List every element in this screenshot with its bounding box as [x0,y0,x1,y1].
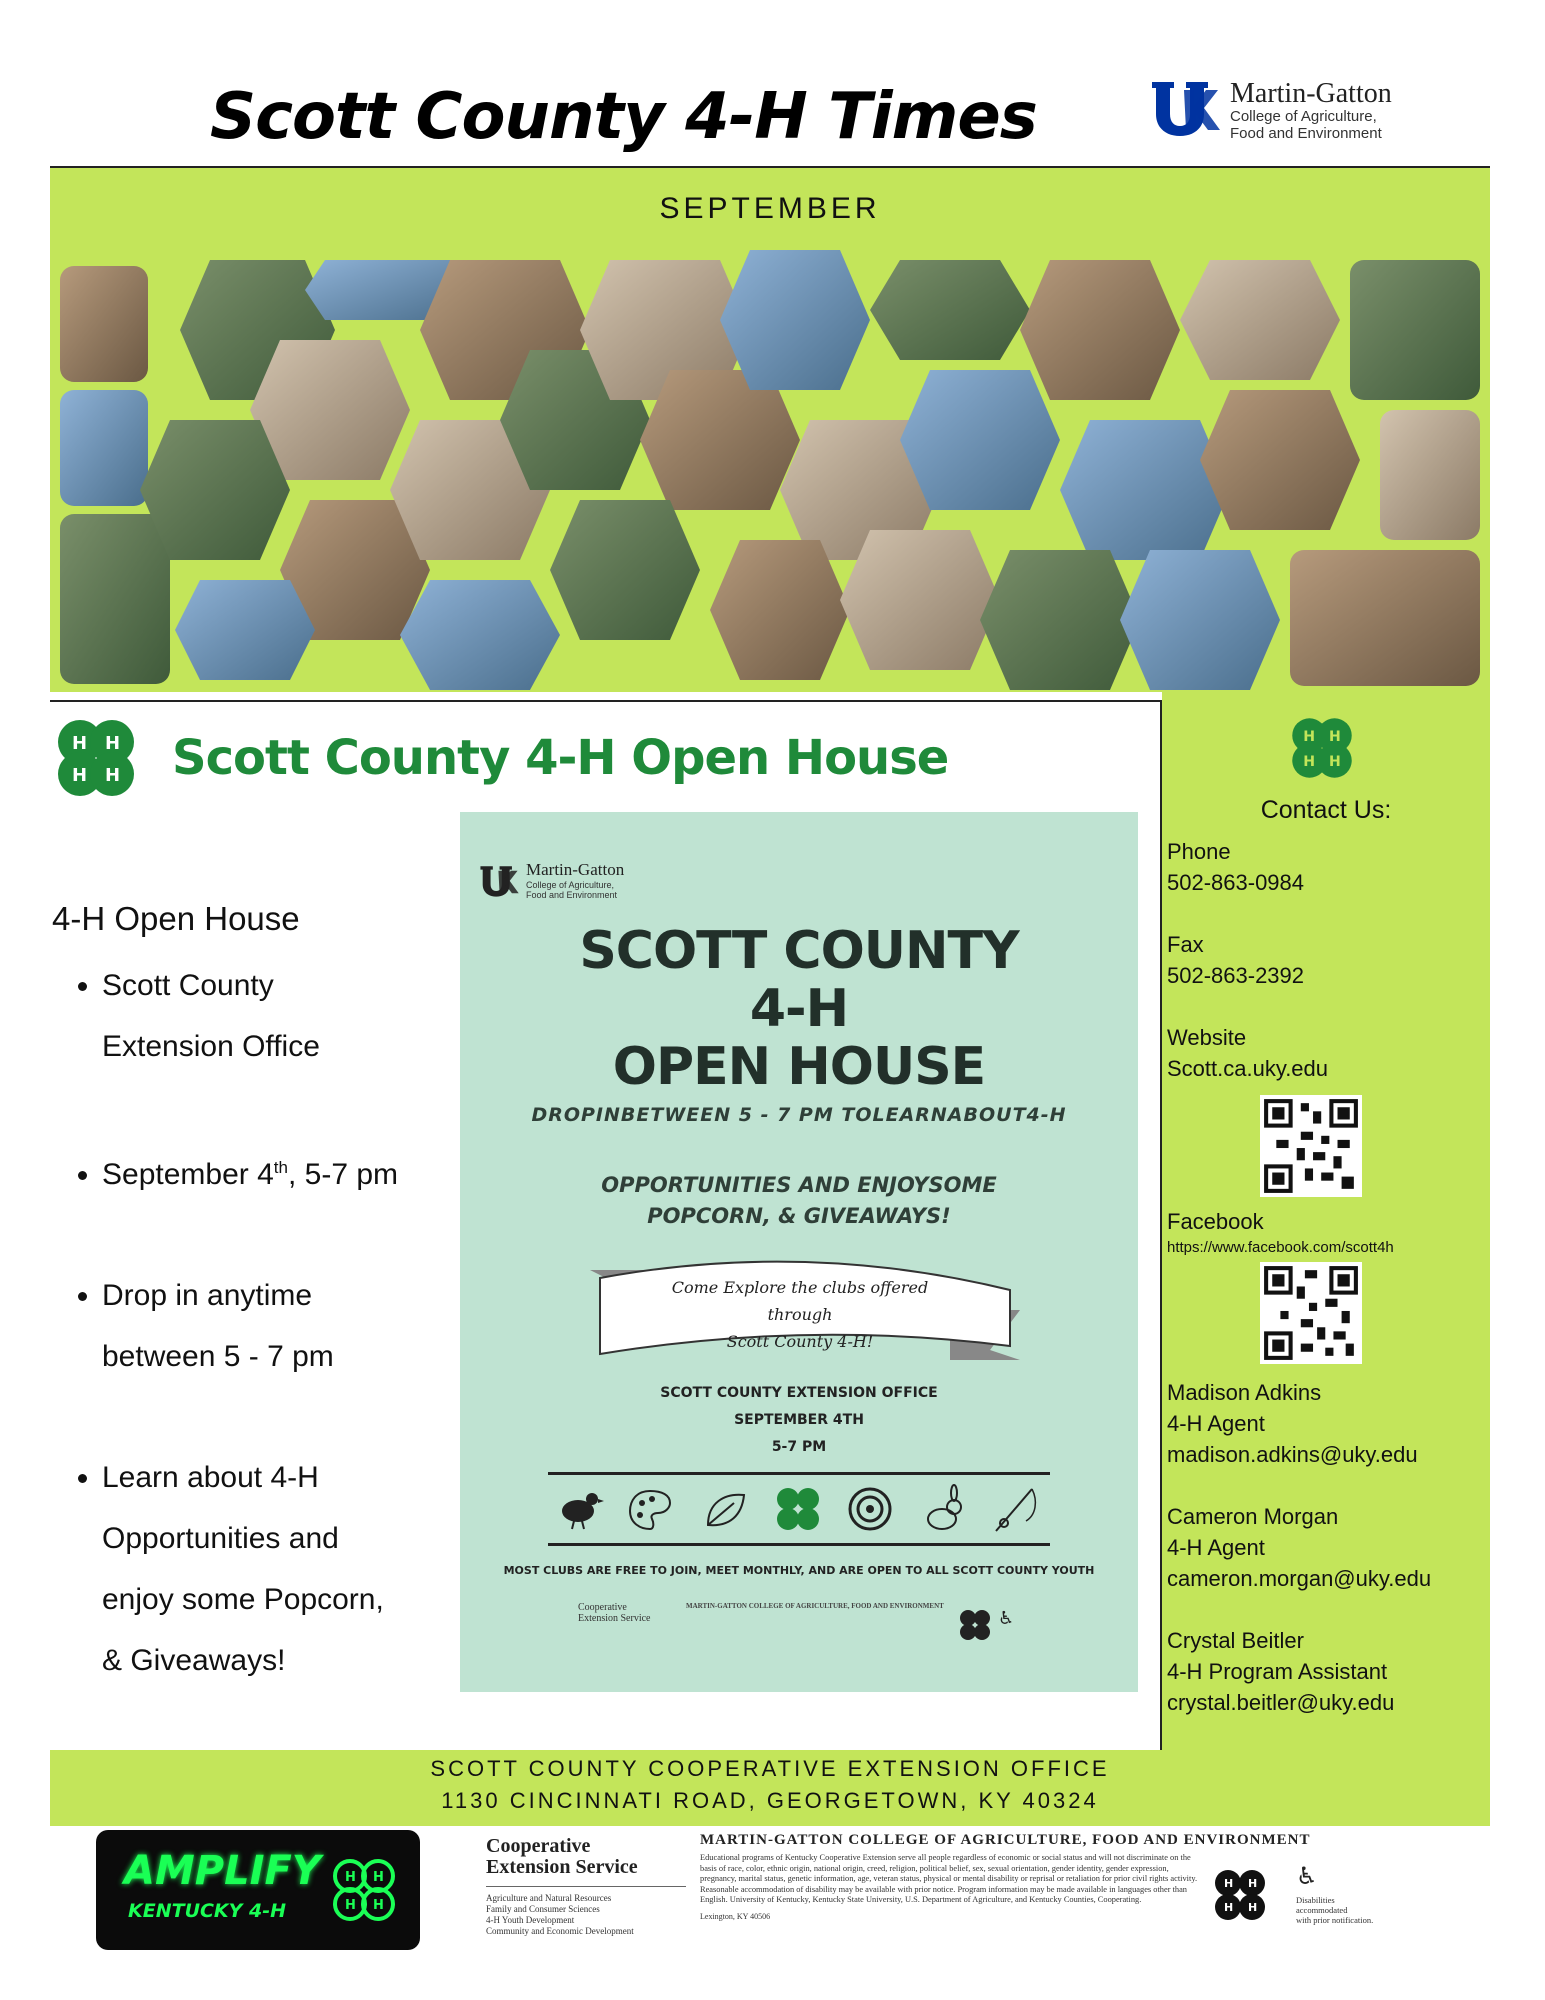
chicken-icon [562,1493,604,1529]
mg-nondiscrimination-text: Educational programs of Kentucky Cooperative Extension serve all people regardless of economic or social status and will not discriminate on the basis of race, color, ethnic origin, national origin, creed, religion, political belief, sex, sexual orientation, gender identity, gender expression, pregnancy, marital status, genetic information, age, veteran status, physical or mental disability or reprisal or retaliation for prior civil rights activity. Reasonable accommodation of disability may be available with prior notice. Program information may be made available in languages other than English. University of Kentucky, Kentucky State University, U.S. Department of Agriculture, and Kentucky Counties, Cooperating. [700,1853,1198,1905]
fax-number: 502-863-2392 [1167,963,1305,988]
ces-program: Agriculture and Natural Resources [486,1893,612,1903]
facebook-link[interactable]: https://www.facebook.com/scott4h [1167,1239,1394,1256]
uk-logo-subtitle-line1: College of Agriculture, [1230,108,1377,125]
photo-collage [50,250,1490,692]
banner-text [650,1274,950,1355]
flyer-date-line: SEPTEMBER 4TH [734,1412,864,1428]
svg-text:H: H [1329,754,1341,770]
ces-title-line1: Cooperative [486,1835,591,1857]
flyer-ces-title2: Extension Service [578,1613,651,1624]
amplify-subtext: KENTUCKY 4-H [128,1900,287,1922]
svg-text:H: H [72,765,88,786]
svg-text:H: H [1248,1877,1258,1890]
svg-text:H: H [72,733,88,754]
flyer-subtitle: DROPINBETWEEN 5 - 7 PM TOLEARNABOUT4-H [531,1104,1067,1126]
detail-location-line1: Scott County [102,969,274,1002]
staff-role: 4-H Program Assistant [1167,1659,1388,1684]
detail-drop-in-line2: between 5 - 7 pm [102,1340,334,1373]
facebook-qr-code[interactable] [1260,1262,1362,1364]
open-house-heading: 4-H Open House [52,900,300,937]
svg-text:H: H [1248,1901,1258,1914]
amplify-kentucky-4h-logo [96,1830,420,1950]
flyer-uk-monogram-icon [478,864,520,900]
flyer-mg-text [686,1602,946,1646]
flyer-footer-logos [578,1602,1038,1662]
target-icon [850,1489,890,1529]
contact-title: Contact Us: [1260,796,1392,824]
uk-logo-name: Martin-Gatton [1230,78,1392,109]
staff-email[interactable]: crystal.beitler@uky.edu [1167,1690,1395,1715]
facebook-label: Facebook [1167,1209,1264,1234]
svg-text:H: H [1303,728,1316,745]
svg-text:H: H [1224,1901,1234,1914]
detail-drop-in-line1: Drop in anytime [102,1279,313,1312]
ces-program: 4-H Youth Development [486,1915,575,1925]
website-label: Website [1167,1025,1247,1050]
club-icons-row [548,1472,1050,1546]
flyer-ces-title1: Cooperative [578,1602,627,1613]
office-address-band [50,1750,1490,1826]
contact-fax [1167,929,1304,991]
fax-label: Fax [1167,932,1204,957]
ces-program: Community and Economic Development [486,1926,634,1936]
staff-role: 4-H Agent [1167,1411,1265,1436]
neon-clover-icon [328,1854,400,1926]
office-name: SCOTT COUNTY COOPERATIVE EXTENSION OFFICE [430,1756,1110,1781]
rabbit-icon [928,1485,961,1529]
flyer-logo-sub2: Food and Environment [526,890,618,900]
newsletter-title: Scott County 4-H Times [210,80,1037,154]
detail-learn-line3: enjoy some Popcorn, [102,1583,384,1616]
ces-program-list [486,1886,686,1937]
contact-4h-clover-icon [1286,712,1358,784]
clover-icon [777,1488,819,1530]
staff-name: Cameron Morgan [1167,1504,1339,1529]
website-qr-code[interactable] [1260,1095,1362,1197]
detail-drop-in [102,1265,522,1387]
flyer-uk-logo [478,860,708,904]
svg-text:H: H [1329,728,1341,745]
leaf-icon [708,1495,744,1525]
detail-learn [102,1447,522,1691]
flyer-logo-name: Martin-Gatton [526,860,625,879]
mg-location: Lexington, KY 40506 [700,1911,771,1921]
wheelchair-icon: ♿ [1296,1863,1318,1890]
staff-name: Madison Adkins [1167,1380,1322,1405]
svg-text:H: H [345,1898,356,1913]
staff-email[interactable]: madison.adkins@uky.edu [1167,1442,1418,1467]
flyer-title-line3: OPEN HOUSE [612,1037,986,1097]
ces-title [486,1836,686,1878]
month-label: SEPTEMBER [659,192,881,225]
month-band [50,166,1490,252]
detail-learn-line1: Learn about 4-H [102,1461,319,1494]
detail-date [102,1137,522,1205]
svg-text:H: H [373,1898,384,1913]
access-line2: accommodated [1296,1905,1348,1915]
staff-cameron [1167,1501,1431,1594]
open-house-title: Scott County 4-H Open House [172,730,949,786]
flyer-title-line2: 4-H [749,979,849,1039]
open-house-details [52,955,522,1691]
detail-date-main: September 4 [102,1158,274,1191]
svg-text:H: H [105,733,121,754]
flyer-logo-subtitle [526,880,617,900]
detail-date-suffix: th [273,1158,288,1177]
office-address: 1130 CINCINNATI ROAD, GEORGETOWN, KY 40324 [441,1788,1099,1813]
contact-facebook [1167,1206,1394,1259]
staff-name: Crystal Beitler [1167,1628,1304,1653]
flyer-4h-clover-icon [958,1608,992,1642]
svg-text:H: H [345,1870,356,1885]
contact-website [1167,1022,1328,1084]
detail-learn-line2: Opportunities and [102,1522,339,1555]
detail-location-line2: Extension Office [102,1030,320,1063]
flyer-office-line: SCOTT COUNTY EXTENSION OFFICE [660,1385,938,1401]
contact-phone [1167,836,1304,898]
staff-madison [1167,1377,1418,1470]
flyer-bottom-note: MOST CLUBS ARE FREE TO JOIN, MEET MONTHLY, AND ARE OPEN TO ALL SCOTT COUNTY YOUTH [503,1564,1095,1577]
palette-icon [630,1491,670,1529]
flyer-opp-line2: POPCORN, & GIVEAWAYS! [647,1204,951,1228]
uk-logo-subtitle [1230,108,1382,142]
uk-martin-gatton-logo [1150,78,1440,148]
accessibility-notice [1296,1862,1406,1925]
flyer-logo-sub1: College of Agriculture, [526,880,615,890]
fishing-rod-icon [996,1489,1035,1531]
flyer-time-line: 5-7 PM [771,1439,827,1455]
flyer-title-line1: SCOTT COUNTY [579,921,1019,981]
footer-4h-clover-icon [1210,1865,1270,1925]
flyer-accessibility-icon: ♿ [998,1608,1015,1628]
phone-label: Phone [1167,839,1231,864]
banner-line1: Come Explore the clubs offered through [671,1278,929,1324]
uk-monogram-icon [1150,78,1220,142]
svg-text:H: H [1303,754,1316,770]
ces-title-line2: Extension Service [486,1856,638,1878]
svg-text:H: H [373,1870,384,1885]
staff-crystal [1167,1625,1394,1718]
staff-role: 4-H Agent [1167,1535,1265,1560]
flyer-ces-logo [578,1602,678,1624]
detail-date-time: , 5-7 pm [287,1158,399,1191]
access-line1: Disabilities [1296,1895,1335,1905]
collage-photos [60,250,1480,690]
4h-clover-icon [50,712,142,804]
detail-learn-line4: & Giveaways! [102,1644,286,1677]
svg-text:H: H [1224,1877,1234,1890]
open-house-flyer [460,812,1138,1692]
mg-title: MARTIN-GATTON COLLEGE OF AGRICULTURE, FOOD AND ENVIRONMENT [700,1832,1311,1848]
flyer-opportunities [540,1170,1058,1232]
phone-number[interactable]: 502-863-0984 [1167,870,1305,895]
flyer-opp-line1: OPPORTUNITIES AND ENJOYSOME [601,1173,997,1197]
website-link[interactable]: Scott.ca.uky.edu [1167,1056,1329,1081]
ces-program: Family and Consumer Sciences [486,1904,600,1914]
amplify-text: AMPLIFY [124,1848,321,1894]
flyer-event-info [460,1380,1138,1461]
staff-email[interactable]: cameron.morgan@uky.edu [1167,1566,1432,1591]
flyer-mg-title: MARTIN-GATTON COLLEGE OF AGRICULTURE, FOOD AND ENVIRONMENT [686,1602,944,1610]
access-line3: with prior notification. [1296,1915,1374,1925]
hexagon-photo-grid [50,250,1490,692]
accessibility-text [1296,1895,1406,1925]
banner-line2: Scott County 4-H! [726,1332,874,1351]
detail-location [102,955,522,1077]
uk-logo-subtitle-line2: Food and Environment [1230,125,1382,142]
svg-text:H: H [105,765,121,786]
cooperative-extension-logo [486,1836,686,1937]
flyer-title [460,922,1138,1096]
